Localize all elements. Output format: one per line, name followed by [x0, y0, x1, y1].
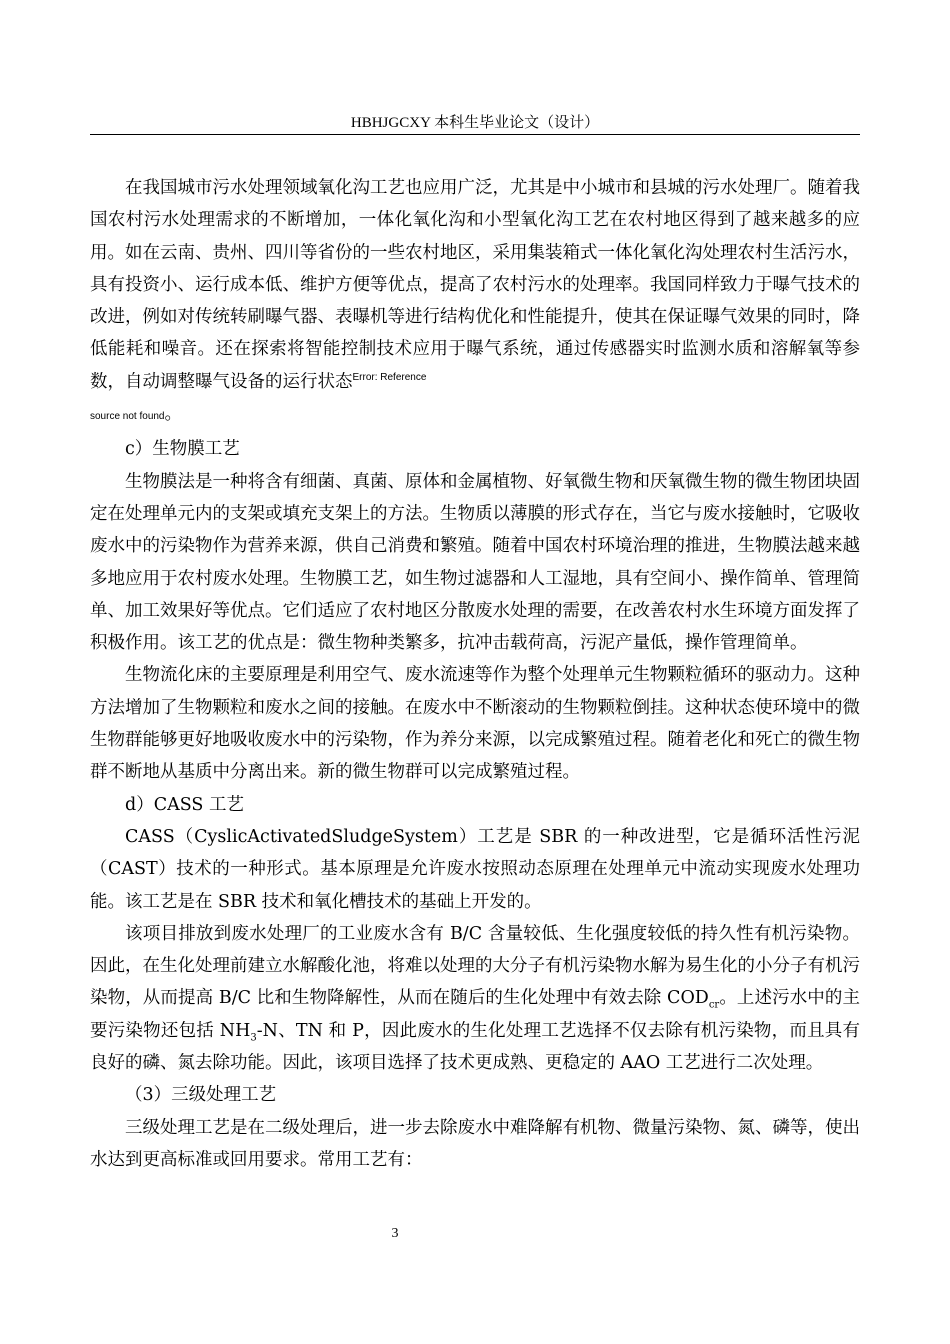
paragraph-tertiary: 三级处理工艺是在二级处理后，进一步去除废水中难降解有机物、微量污染物、氮、磷等，使出水达到更高标准或回用要求。常用工艺有： — [90, 1117, 860, 1170]
reference-error-note-cont: source not found — [90, 411, 165, 423]
heading-biofilm: c）生物膜工艺 — [125, 439, 240, 460]
body-text — [90, 172, 860, 1176]
paragraph-text: -N、TN 和 P，因此废水的生化处理工艺选择不仅去除有机污染物，而且具有良好的磷、氮去除功能。因此，该项目选择了技术更成熟、更稳定的 AAO 工艺进行二次处理。 — [90, 1020, 861, 1074]
paragraph-text: 该项目排放到废水处理厂的工业废水含有 B/C 含量较低、生化强度较低的持久性有机污染物。因此，在生化处理前建立水解酸化池，将难以处理的大分子有机污染物水解为易生化的小分子有机污染物，从而提高 B/C 比和生物降解性，从而在随后的生化处理中有效去除 COD — [90, 923, 860, 1009]
paragraph-text: 。上述污水中的主要污染物还包括 NH — [90, 988, 860, 1041]
header-divider — [90, 134, 860, 135]
paragraph-cass: CASS（CyslicActivatedSludgeSystem）工艺是 SBR 的一种改进型，它是循环活性污泥（CAST）技术的一种形式。基本原理是允许废水按照动态原理在处理单元中流动实现废水处理功能。该工艺是在 SBR 技术和氧化槽技术的基础上开发的。 — [90, 826, 860, 912]
subscript-cr: cr — [708, 999, 720, 1011]
subscript-3: 3 — [250, 1032, 257, 1044]
page-number: 3 — [391, 1226, 399, 1241]
page-header: HBHJGCXY 本科生毕业论文（设计） — [350, 115, 600, 131]
heading-cass: d）CASS 工艺 — [125, 794, 244, 815]
paragraph-biofilm: 生物膜法是一种将含有细菌、真菌、原体和金属植物、好氧微生物和厌氧微生物的微生物团块固定在处理单元内的支架或填充支架上的方法。生物质以薄膜的形式存在，当它与废水接触时，它吸收废水中的污染物作为营养来源，供自己消费和繁殖。随着中国农村环境治理的推进，生物膜法越来越多地应用于农村废水处理。生物膜工艺，如生物过滤器和人工湿地，具有空间小、操作简单、管理简单、加工效果好等优点。它们适应了农村地区分散废水处理的需要，在改善农村水生环境方面发挥了积极作用。该工艺的优点是：微生物种类繁多，抗冲击载荷高，污泥产量低，操作管理简单。 — [90, 471, 860, 654]
paragraph-oxidation-ditch — [90, 172, 860, 433]
paragraph-end-mark: 。 — [164, 404, 182, 425]
paragraph-text: 在我国城市污水处理领域氧化沟工艺也应用广泛，尤其是中小城市和县城的污水处理厂。随着我国农村污水处理需求的不断增加，一体化氧化沟和小型氧化沟工艺在农村地区得到了越来越多的应用。如在云南、贵州、四川等省份的一些农村地区，采用集装箱式一体化氧化沟处理农村生活污水，具有投资小、运行成本低、维护方便等优点，提高了农村污水的处理率。我国同样致力于曝气技术的改进，例如对传统转刷曝气器、表曝机等进行结构优化和性能提升，使其在保证曝气效果的同时，降低能耗和噪音。还在探索将智能控制技术应用于曝气系统，通过传感器实时监测水质和溶解氧等参数，自动调整曝气设备的运行状态 — [90, 178, 860, 392]
paragraph-fluidized-bed: 生物流化床的主要原理是利用空气、废水流速等作为整个处理单元生物颗粒循环的驱动力。这种方法增加了生物颗粒和废水之间的接触。在废水中不断滚动的生物颗粒倒挂。这种状态使环境中的微生物群能够更好地吸收废水中的污染物，作为养分来源，以完成繁殖过程。随着老化和死亡的微生物群不断地从基质中分离出来。新的微生物群可以完成繁殖过程。 — [90, 665, 860, 783]
heading-tertiary: （3）三级处理工艺 — [125, 1085, 277, 1106]
reference-error-note: Error: Reference — [352, 371, 427, 383]
paragraph-project-treatment — [90, 918, 860, 1079]
